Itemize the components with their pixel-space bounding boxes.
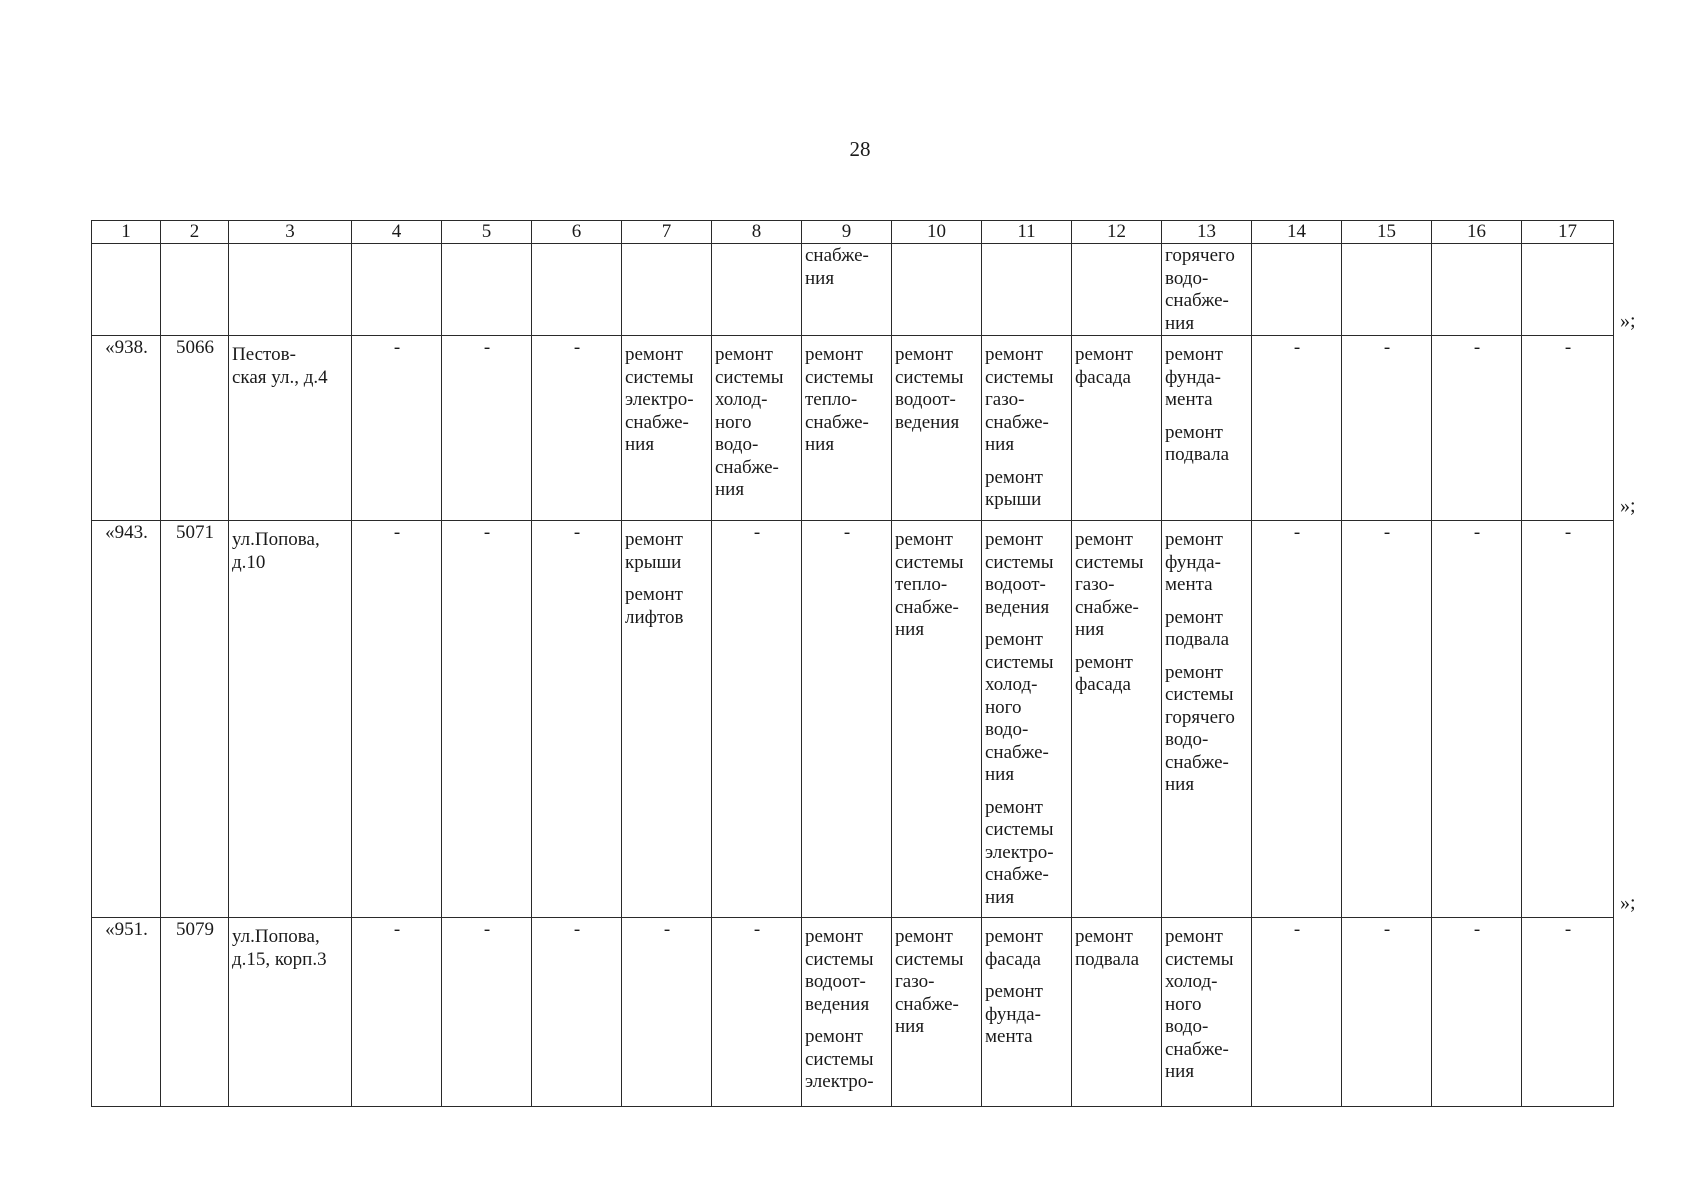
column-number: 16 (1432, 221, 1522, 244)
empty-dash-cell: - (352, 336, 442, 521)
work-item: ремонт системы тепло- снабже- ния (895, 529, 964, 640)
building-code: 5079 (161, 918, 229, 1107)
work-cell (622, 336, 712, 521)
row-closing-quote: »; (1620, 891, 1636, 914)
table-row (92, 521, 1614, 918)
work-item: ремонт подвала (1165, 421, 1230, 465)
empty-dash-cell: - (712, 918, 802, 1107)
work-item: ремонт фунда- мента (1165, 344, 1223, 410)
work-item: ремонт подвала (1165, 606, 1230, 650)
empty-dash-cell: - (712, 521, 802, 918)
row-closing-quote: »; (1620, 494, 1636, 517)
work-item: ремонт крыши (625, 529, 683, 573)
work-item: ремонт системы холод- ного водо- снабже- ния (1165, 926, 1234, 1082)
empty-dash-cell: - (1432, 521, 1522, 918)
empty-dash-cell: - (352, 918, 442, 1107)
work-item: ремонт системы водоот- ведения (985, 529, 1054, 618)
work-item: ремонт крыши (985, 466, 1043, 510)
repair-schedule-table (91, 220, 1614, 1107)
row-number (92, 244, 161, 336)
work-cell (1162, 918, 1252, 1107)
table-row (92, 918, 1614, 1107)
work-item: ремонт лифтов (625, 584, 684, 628)
work-item: ремонт системы электро- снабже- ния (625, 344, 694, 455)
empty-dash-cell: - (442, 336, 532, 521)
work-item: ремонт подвала (1075, 926, 1140, 970)
building-code (161, 244, 229, 336)
column-number: 1 (92, 221, 161, 244)
work-item: ремонт системы тепло- снабже- ния (805, 344, 874, 455)
column-number: 12 (1072, 221, 1162, 244)
empty-dash-cell: - (622, 918, 712, 1107)
column-number-row (92, 221, 1614, 244)
work-item: ремонт фасада (1075, 344, 1133, 388)
row-number: «951. (92, 918, 161, 1107)
empty-cell (1522, 244, 1614, 336)
empty-dash-cell: - (1252, 918, 1342, 1107)
empty-cell (532, 244, 622, 336)
work-cell (712, 336, 802, 521)
work-item: ремонт фасада (1075, 651, 1133, 695)
column-number: 5 (442, 221, 532, 244)
building-address: ул.Попова, д.15, корп.3 (229, 918, 352, 1107)
table-row (92, 336, 1614, 521)
column-number: 14 (1252, 221, 1342, 244)
empty-dash-cell: - (1342, 336, 1432, 521)
building-code: 5071 (161, 521, 229, 918)
building-address (229, 244, 352, 336)
work-cell (622, 521, 712, 918)
empty-dash-cell: - (1432, 918, 1522, 1107)
empty-dash-cell: - (442, 918, 532, 1107)
work-item: ремонт системы газо- снабже- ния (895, 926, 964, 1037)
empty-dash-cell: - (802, 521, 892, 918)
work-cell (1162, 244, 1252, 336)
empty-dash-cell: - (442, 521, 532, 918)
empty-dash-cell: - (352, 521, 442, 918)
work-cell (1162, 336, 1252, 521)
empty-dash-cell: - (1522, 336, 1614, 521)
work-item: ремонт фунда- мента (1165, 529, 1223, 595)
column-number: 11 (982, 221, 1072, 244)
work-cell (982, 521, 1072, 918)
empty-dash-cell: - (1522, 521, 1614, 918)
work-cell (1072, 918, 1162, 1107)
empty-cell (622, 244, 712, 336)
empty-dash-cell: - (532, 918, 622, 1107)
column-number: 6 (532, 221, 622, 244)
column-number: 10 (892, 221, 982, 244)
empty-cell (352, 244, 442, 336)
empty-dash-cell: - (1522, 918, 1614, 1107)
work-item: ремонт системы газо- снабже- ния (985, 344, 1054, 455)
work-item: ремонт системы водоот- ведения (805, 926, 874, 1015)
work-item: ремонт системы водоот- ведения (895, 344, 964, 433)
empty-dash-cell: - (1252, 521, 1342, 918)
work-cell (1162, 521, 1252, 918)
work-cell (1072, 336, 1162, 521)
empty-cell (712, 244, 802, 336)
column-number: 2 (161, 221, 229, 244)
work-item: ремонт системы горячего водо- снабже- ния (1165, 661, 1235, 795)
column-number: 13 (1162, 221, 1252, 244)
work-item: ремонт фасада (985, 926, 1043, 970)
empty-cell (1432, 244, 1522, 336)
empty-dash-cell: - (1342, 521, 1432, 918)
empty-dash-cell: - (1252, 336, 1342, 521)
column-number: 15 (1342, 221, 1432, 244)
work-cell (802, 244, 892, 336)
work-item: ремонт системы электро- (805, 1026, 874, 1092)
building-code: 5066 (161, 336, 229, 521)
work-cell (802, 336, 892, 521)
empty-dash-cell: - (1342, 918, 1432, 1107)
work-item: горячего водо- снабже- ния (1165, 245, 1235, 334)
building-address: ул.Попова, д.10 (229, 521, 352, 918)
column-number: 8 (712, 221, 802, 244)
work-item: ремонт системы электро- снабже- ния (985, 796, 1054, 908)
work-item: ремонт системы холод- ного водо- снабже- ния (985, 629, 1054, 785)
column-number: 4 (352, 221, 442, 244)
empty-dash-cell: - (532, 336, 622, 521)
row-closing-quote: »; (1620, 309, 1636, 332)
column-number: 9 (802, 221, 892, 244)
page-number: 28 (849, 137, 871, 161)
empty-cell (1072, 244, 1162, 336)
work-cell (982, 336, 1072, 521)
work-cell (802, 918, 892, 1107)
empty-dash-cell: - (1432, 336, 1522, 521)
empty-cell (442, 244, 532, 336)
work-cell (892, 521, 982, 918)
empty-cell (892, 244, 982, 336)
work-item: снабже- ния (805, 245, 869, 289)
work-cell (892, 336, 982, 521)
row-number: «938. (92, 336, 161, 521)
work-item: ремонт системы холод- ного водо- снабже- ния (715, 344, 784, 500)
work-cell (982, 918, 1072, 1107)
empty-dash-cell: - (532, 521, 622, 918)
empty-cell (982, 244, 1072, 336)
building-address: Пестов- ская ул., д.4 (229, 336, 352, 521)
column-number: 3 (229, 221, 352, 244)
column-number: 7 (622, 221, 712, 244)
work-item: ремонт фунда- мента (985, 981, 1043, 1047)
work-item: ремонт системы газо- снабже- ния (1075, 529, 1144, 640)
column-number: 17 (1522, 221, 1614, 244)
work-cell (1072, 521, 1162, 918)
empty-cell (1252, 244, 1342, 336)
empty-cell (1342, 244, 1432, 336)
row-number: «943. (92, 521, 161, 918)
work-cell (892, 918, 982, 1107)
table-body (92, 221, 1614, 1107)
table-row (92, 244, 1614, 336)
